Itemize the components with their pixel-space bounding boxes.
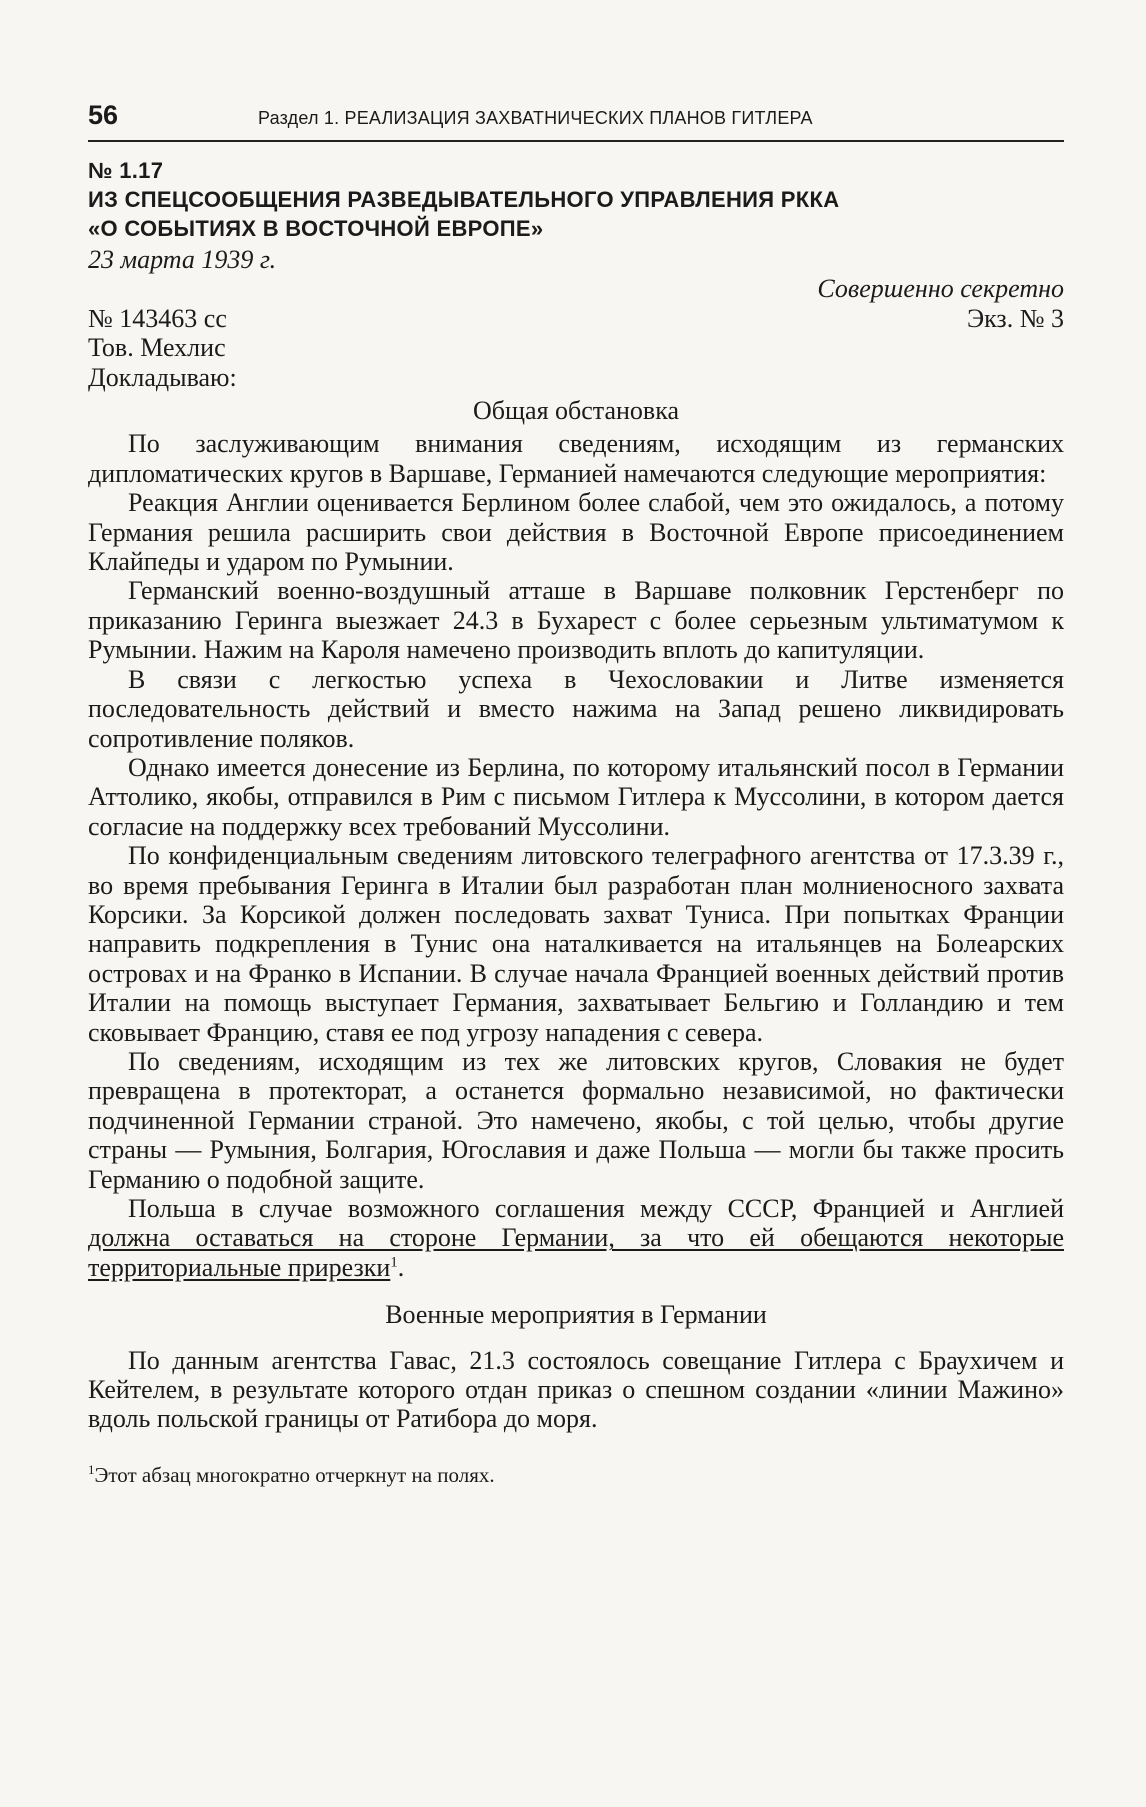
copy-number: Экз. № 3 bbox=[966, 303, 1064, 333]
footnote-text: Этот абзац многократно отчеркнут на полях. bbox=[94, 1462, 495, 1487]
footnote-marker: 1 bbox=[88, 1461, 95, 1477]
paragraph: Однако имеется донесение из Берлина, по которому итальянский посол в Германии Аттолико, якобы, отправился в Рим с письмом Гитлера к Муссолини, в котором дается согласие на поддержку всех требований Муссолини. bbox=[88, 752, 1064, 841]
footnote bbox=[88, 1462, 1064, 1488]
registration-number: № 143463 сс bbox=[88, 303, 227, 333]
paragraph: Германский военно-воздушный атташе в Варшаве полковник Герстенберг по приказанию Геринга выезжает 24.3 в Бухарест с более серьезным ультиматумом к Румынии. Нажим на Кароля намечено производить вплоть до капитуляции. bbox=[88, 576, 1064, 665]
report-opening: Докладываю: bbox=[88, 362, 237, 392]
paragraph-text: . bbox=[397, 1252, 405, 1282]
paragraph-poland bbox=[88, 1194, 1064, 1282]
document-page bbox=[88, 100, 1064, 1488]
section-heading-military: Военные мероприятия в Германии bbox=[385, 1300, 767, 1330]
running-header bbox=[88, 100, 1064, 142]
paragraph: По заслуживающим внимания сведениям, исходящим из германских дипломатических кругов в Варшаве, Германией намечаются следующие мероприятия: bbox=[88, 429, 1064, 488]
document-heading bbox=[88, 156, 1064, 243]
section-title: Раздел 1. РЕАЛИЗАЦИЯ ЗАХВАТНИЧЕСКИХ ПЛАНОВ ГИТЛЕРА bbox=[258, 108, 813, 128]
underlined-passage: должна оставаться на стороне Германии, за что ей обещаются некоторые территориальные прирезки bbox=[88, 1223, 1064, 1282]
registration-row bbox=[88, 304, 1064, 333]
section-heading-general: Общая обстановка bbox=[473, 396, 679, 426]
paragraph: Реакция Англии оценивается Берлином более слабой, чем это ожидалось, а потому Германия решила расширить свои действия в Восточной Европе присоединением Клайпеды и ударом по Румынии. bbox=[88, 488, 1064, 577]
page-number: 56 bbox=[88, 100, 119, 130]
paragraph: По данным агентства Гавас, 21.3 состоялось совещание Гитлера с Браухичем и Кейтелем, в результате которого отдан приказ о спешном создании «линии Мажино» вдоль польской границы от Ратибора до моря. bbox=[88, 1345, 1064, 1434]
paragraph: По конфиденциальным сведениям литовского телеграфного агентства от 17.3.39 г., во время пребывания Геринга в Италии был разработан план молниеносного захвата Корсики. За Корсикой должен последовать захват Туниса. При попытках Франции направить подкрепления в Тунис она наталкивается на итальянцев на Болеарских островах и на Франко в Испании. В случае начала Францией военных действий против Италии на помощь выступает Германия, захватывает Бельгию и Голландию и тем сковывает Францию, ставя ее под угрозу нападения с севера. bbox=[88, 841, 1064, 1047]
document-title-line-2: «О СОБЫТИЯХ В ВОСТОЧНОЙ ЕВРОПЕ» bbox=[88, 216, 544, 241]
document-number: № 1.17 bbox=[88, 158, 164, 183]
document-body bbox=[88, 245, 1064, 1434]
footnote-reference[interactable]: 1 bbox=[390, 1254, 398, 1271]
document-title-line-1: ИЗ СПЕЦСООБЩЕНИЯ РАЗВЕДЫВАТЕЛЬНОГО УПРАВЛЕНИЯ РККА bbox=[88, 187, 840, 212]
paragraph-text: Польша в случае возможного соглашения между СССР, Францией и Англией bbox=[128, 1194, 1064, 1223]
secrecy-stamp: Совершенно секретно bbox=[817, 274, 1064, 304]
document-date: 23 марта 1939 г. bbox=[88, 245, 277, 274]
paragraph: В связи с легкостью успеха в Чехословакии и Литве изменяется последовательность действий и вместо нажима на Запад решено ликвидировать сопротивление поляков. bbox=[88, 664, 1064, 753]
paragraph: По сведениям, исходящим из тех же литовских кругов, Словакия не будет превращена в протекторат, а останется формально независимой, но фактически подчиненной Германии страной. Это намечено, якобы, с той целью, чтобы другие страны — Румыния, Болгария, Югославия и даже Польша — могли бы также просить Германию о подобной защите. bbox=[88, 1046, 1064, 1194]
addressee: Тов. Мехлис bbox=[88, 333, 226, 363]
